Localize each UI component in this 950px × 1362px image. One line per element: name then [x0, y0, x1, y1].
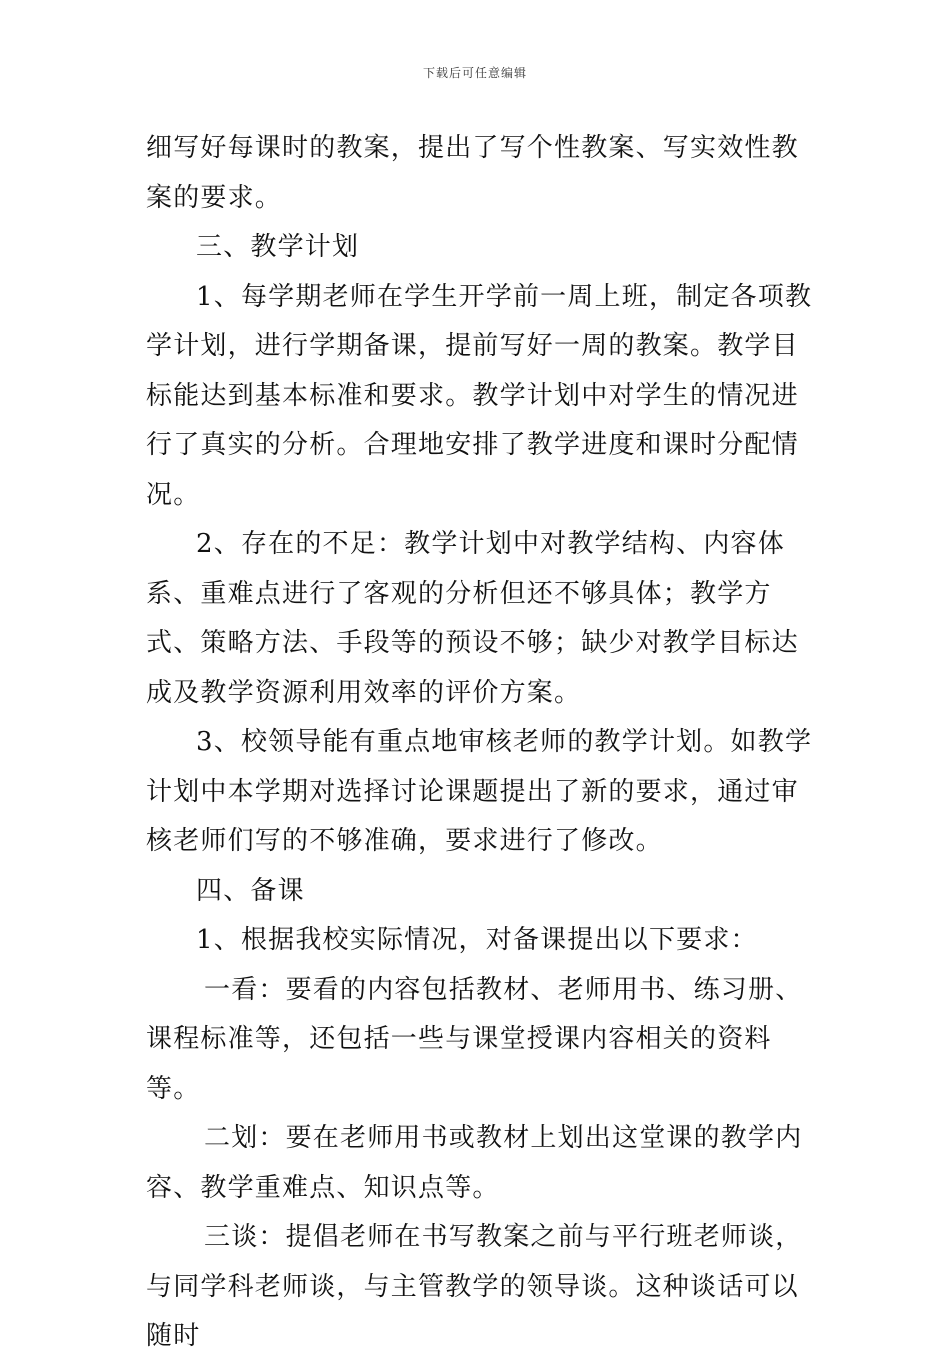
paragraph-plan-item-2: 2、存在的不足：教学计划中对教学结构、内容体系、重难点进行了客观的分析但还不够具体；教学方式、策略方法、手段等的预设不够；缺少对教学目标达成及教学资源利用效率的评价方案。 [146, 529, 799, 708]
paragraph-plan-item-3: 3、校领导能有重点地审核老师的教学计划。如教学计划中本学期对选择讨论课题提出了新的要求，通过审核老师们写的不够准确，要求进行了修改。 [146, 727, 813, 856]
paragraph-prep-mark: 二划：要在老师用书或教材上划出这堂课的教学内容、教学重难点、知识点等。 [146, 1123, 803, 1203]
section-heading-teaching-plan: 三、教学计划 [196, 232, 360, 262]
paragraph-prep-discuss: 三谈：提倡老师在书写教案之前与平行班老师谈，与同学科老师谈，与主管教学的领导谈。这种谈话可以随时 [146, 1222, 803, 1351]
section-heading-lesson-prep: 四、备课 [196, 875, 305, 906]
page-header: 下载后可任意编辑 [422, 66, 527, 80]
paragraph-plan-item-1: 1、每学期老师在学生开学前一周上班，制定各项教学计划，进行学期备课，提前写好一周的教案。教学目标能达到基本标准和要求。教学计划中对学生的情况进行了真实的分析。合理地安排了教学进度和课时分配情况。 [146, 281, 813, 510]
paragraph-continuation: 细写好每课时的教案，提出了写个性教案、写实效性教案的要求。 [146, 133, 799, 213]
document-body [146, 124, 816, 1362]
paragraph-prep-look: 一看：要看的内容包括教材、老师用书、练习册、课程标准等，还包括一些与课堂授课内容相关的资料等。 [146, 974, 803, 1104]
paragraph-prep-item-1: 1、根据我校实际情况，对备课提出以下要求： [196, 925, 758, 955]
